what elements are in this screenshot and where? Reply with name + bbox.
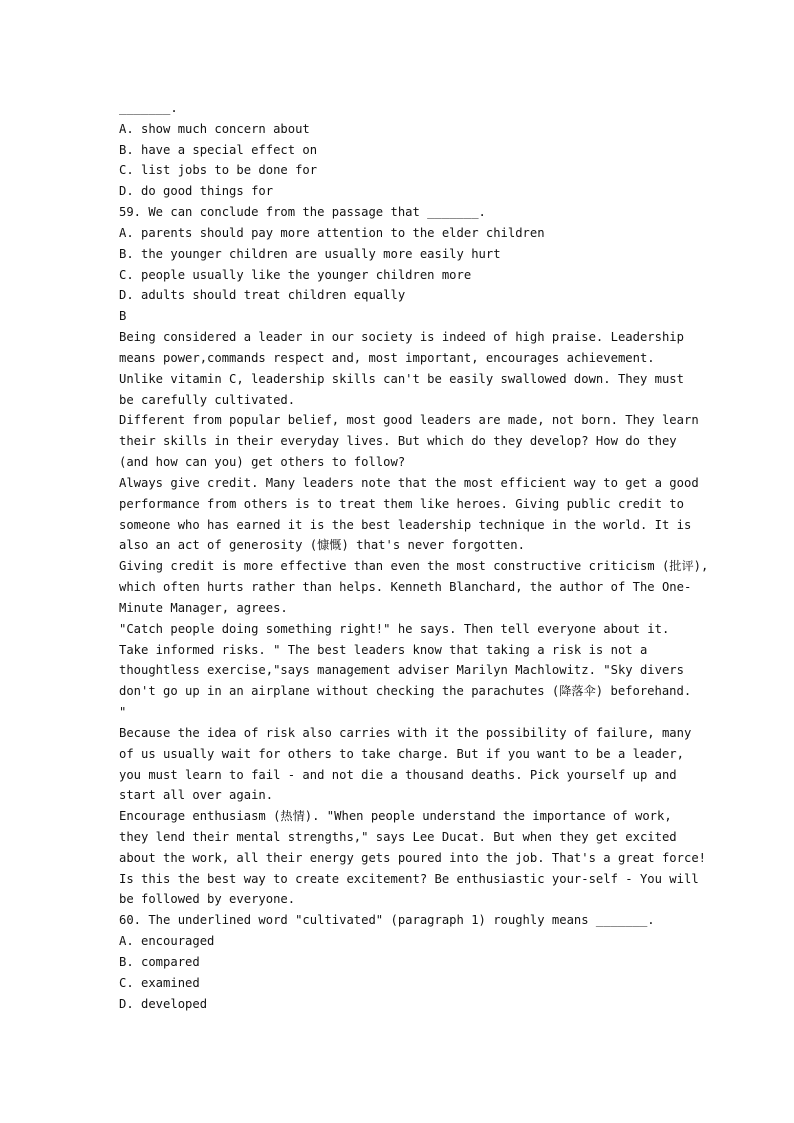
passage-line: be carefully cultivated. xyxy=(119,392,296,407)
passage-line: also an act of generosity (慷慨) that's never forgotten. xyxy=(119,538,525,553)
passage-line: which often hurts rather than helps. Kenneth Blanchard, the author of The One- xyxy=(119,580,692,595)
passage-line: Is this the best way to create excitement? Be enthusiastic your-self - You will xyxy=(119,871,699,886)
option-b: B. have a special effect on xyxy=(119,142,318,157)
passage-line: performance from others is to treat them like heroes. Giving public credit to xyxy=(119,496,684,511)
passage-line: Because the idea of risk also carries with it the possibility of failure, many xyxy=(119,725,692,740)
passage-line: Giving credit is more effective than even the most constructive criticism (批评), xyxy=(119,559,709,574)
option-d: D. developed xyxy=(119,996,208,1011)
document-page xyxy=(119,98,709,1014)
passage-line: start all over again. xyxy=(119,788,274,803)
passage-line: Different from popular belief, most good leaders are made, not born. They learn xyxy=(119,413,699,428)
option-d: D. adults should treat children equally xyxy=(119,288,406,303)
option-a: A. encouraged xyxy=(119,934,215,949)
option-a: A. show much concern about xyxy=(119,121,310,136)
passage-line: about the work, all their energy gets poured into the job. That's a great force! xyxy=(119,850,706,865)
question-60: 60. The underlined word "cultivated" (paragraph 1) roughly means _______. xyxy=(119,913,655,928)
passage-line: you must learn to fail - and not die a thousand deaths. Pick yourself up and xyxy=(119,767,677,782)
option-a: A. parents should pay more attention to the elder children xyxy=(119,225,545,240)
passage-line: their skills in their everyday lives. But which do they develop? How do they xyxy=(119,434,677,449)
passage-line: be followed by everyone. xyxy=(119,892,296,907)
option-d: D. do good things for xyxy=(119,184,274,199)
option-b: B. compared xyxy=(119,954,200,969)
option-b: B. the younger children are usually more easily hurt xyxy=(119,246,501,261)
passage-line: " xyxy=(119,705,127,720)
question-59: 59. We can conclude from the passage that _______. xyxy=(119,205,486,220)
passage-line: someone who has earned it is the best leadership technique in the world. It is xyxy=(119,517,692,532)
passage-line: Being considered a leader in our society is indeed of high praise. Leadership xyxy=(119,330,684,345)
passage-line: of us usually wait for others to take charge. But if you want to be a leader, xyxy=(119,746,684,761)
passage-line: means power,commands respect and, most important, encourages achievement. xyxy=(119,350,655,365)
passage-line: thoughtless exercise,"says management adviser Marilyn Machlowitz. "Sky divers xyxy=(119,663,684,678)
option-c: C. examined xyxy=(119,975,200,990)
passage-line: Unlike vitamin C, leadership skills can't be easily swallowed down. They must xyxy=(119,371,684,386)
passage-line: (and how can you) get others to follow? xyxy=(119,455,406,470)
section-label: B xyxy=(119,309,127,324)
option-c: C. list jobs to be done for xyxy=(119,163,318,178)
answer-blank: _______. xyxy=(119,101,178,115)
passage-line: "Catch people doing something right!" he says. Then tell everyone about it. xyxy=(119,621,670,636)
passage-line: don't go up in an airplane without checking the parachutes (降落伞) beforehand. xyxy=(119,684,692,699)
passage-line: Encourage enthusiasm (热情). "When people understand the importance of work, xyxy=(119,809,672,824)
passage-line: Minute Manager, agrees. xyxy=(119,600,288,615)
passage-line: Take informed risks. " The best leaders know that taking a risk is not a xyxy=(119,642,648,657)
option-c: C. people usually like the younger children more xyxy=(119,267,472,282)
passage-line: they lend their mental strengths," says Lee Ducat. But when they get excited xyxy=(119,829,677,844)
passage-line: Always give credit. Many leaders note that the most efficient way to get a good xyxy=(119,475,699,490)
